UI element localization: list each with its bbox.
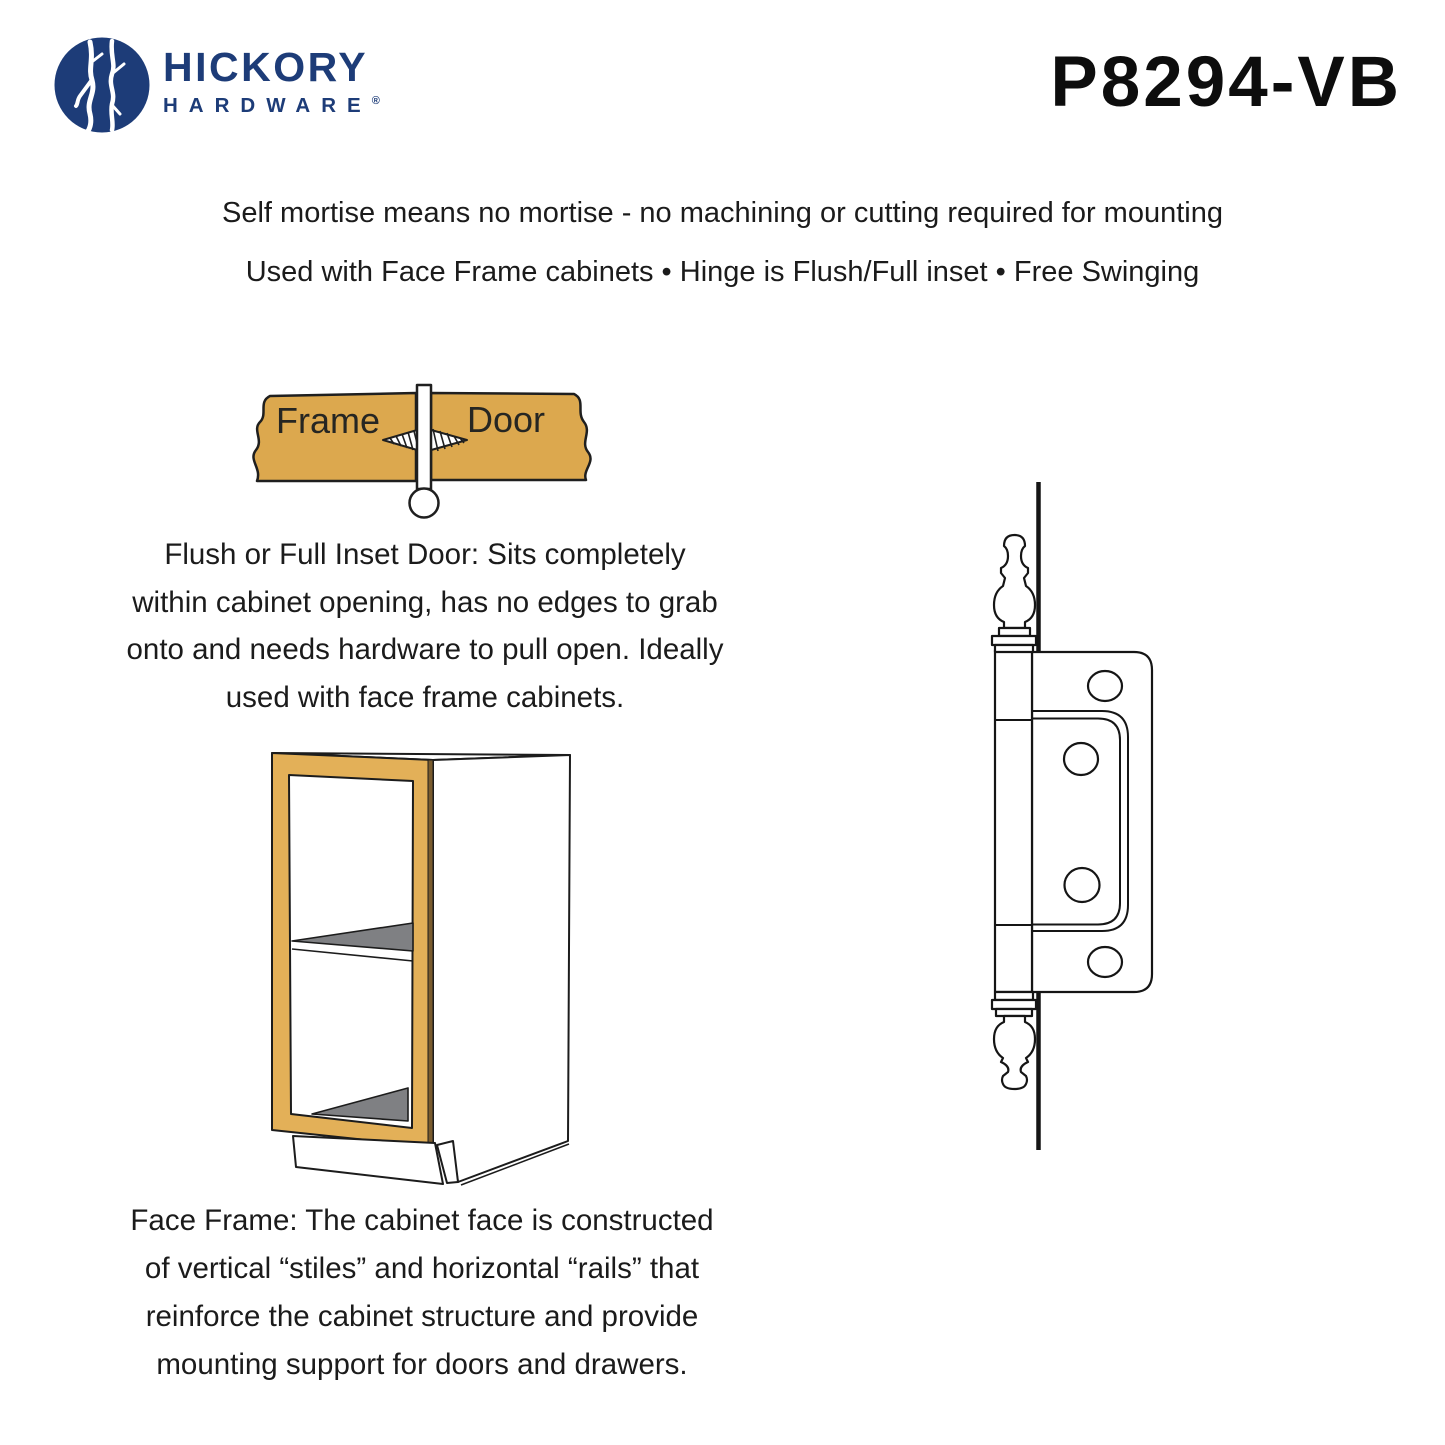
frame-label: Frame	[275, 400, 381, 441]
hickory-logo-icon	[50, 34, 154, 138]
toe-kick	[293, 1136, 443, 1184]
hinge-leaf-strip	[417, 385, 431, 489]
frame-door-diagram	[240, 376, 600, 526]
intro-line-2: Used with Face Frame cabinets • Hinge is Flush/Full inset • Free Swinging	[245, 256, 1200, 288]
registered-mark: ®	[371, 95, 380, 108]
paragraph-line: mounting support for doors and drawers.	[156, 1348, 688, 1381]
paragraph-line: used with face frame cabinets.	[225, 680, 625, 714]
hinge-barrel	[995, 650, 1032, 992]
hinge-diagram	[960, 470, 1180, 1160]
paragraph-line: of vertical “stiles” and horizontal “rails” that	[144, 1252, 700, 1285]
top-finial	[992, 535, 1036, 652]
paragraph-line: Face Frame: The cabinet face is constructed	[130, 1204, 714, 1237]
bottom-finial	[992, 992, 1036, 1089]
brand-subname-text: HARDWARE	[163, 94, 372, 117]
stile-edge	[428, 760, 433, 1147]
logo-circle	[55, 38, 150, 133]
brand-wordmark	[163, 44, 380, 118]
brand-name: HICKORY	[163, 44, 369, 90]
paragraph-line: onto and needs hardware to pull open. Ideally	[126, 633, 724, 666]
intro-line-1: Self mortise means no mortise - no machining or cutting required for mounting	[222, 197, 1223, 229]
face-frame-paragraph	[42, 1197, 802, 1389]
paragraph-line: Flush or Full Inset Door: Sits completely	[164, 538, 686, 571]
cabinet-side-panel	[433, 755, 570, 1182]
cabinet-opening	[289, 775, 413, 1128]
door-label: Door	[466, 399, 546, 440]
paragraph-line: within cabinet opening, has no edges to grab	[132, 585, 718, 619]
paragraph-line: reinforce the cabinet structure and provide	[145, 1300, 699, 1333]
brand-subname	[163, 94, 380, 118]
hinge-plate	[1032, 652, 1152, 992]
hinge-knuckle-circle	[410, 489, 439, 518]
product-code: P8294-VB	[1050, 43, 1402, 122]
cabinet-diagram	[250, 740, 595, 1195]
flush-inset-paragraph	[45, 531, 805, 721]
